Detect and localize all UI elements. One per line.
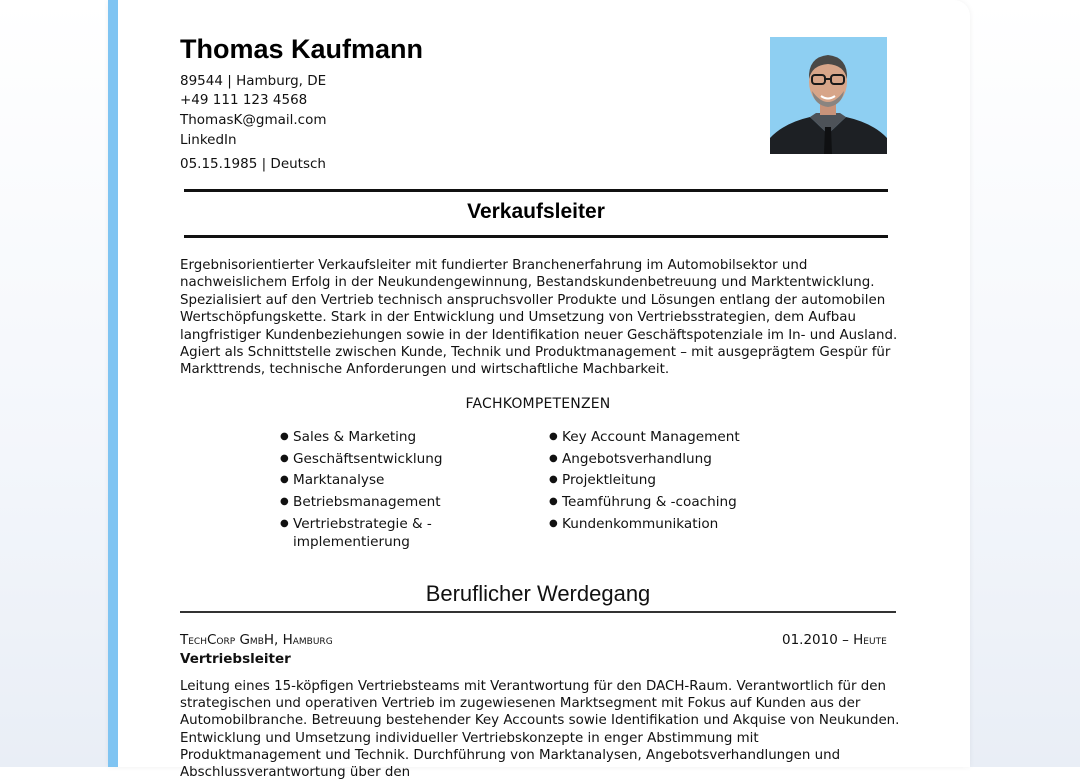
birthdate-language: 05.15.1985 | Deutsch xyxy=(180,156,326,172)
skill-item: ● Kundenkommunikation xyxy=(549,515,789,533)
email-link[interactable]: ThomasK@gmail.com xyxy=(180,112,327,128)
profile-photo xyxy=(770,37,887,154)
skills-list-left xyxy=(280,428,485,554)
experience-rule xyxy=(180,611,896,613)
experience-heading: Beruflicher Werdegang xyxy=(425,581,651,606)
professional-summary: Ergebnisorientierter Verkaufsleiter mit fundierter Branchenerfahrung im Automobilsektor und nachweislichem Erfolg in der Neukundengewinnung, Bestandskundenbetreuung und Marktentwicklung. Spezialisiert auf den Vertrieb technisch anspruchsvoller Produkte und Lösungen entlang der automobilen Wertschöpfungskette. Stark in der Entwicklung und Umsetzung von Vertriebsstrategien, dem Aufbau langfristiger Kundenbeziehungen sowie in der Identifikation neuer Geschäftspotenziale im In- und Ausland. Agiert als Schnittstelle zwischen Kunde, Technik und Produktmanagement – mit ausgeprägtem Gespür für Markttrends, technische Anforderungen und wirtschaftliche Machbarkeit. xyxy=(180,258,898,378)
skill-item: ● Marktanalyse xyxy=(280,471,485,489)
skill-item: ● Projektleitung xyxy=(549,471,789,489)
job-role: Vertriebsleiter xyxy=(180,651,291,667)
skill-item: ● Sales & Marketing xyxy=(280,428,485,446)
skills-heading: FACHKOMPETENZEN xyxy=(465,396,611,412)
linkedin-link[interactable]: LinkedIn xyxy=(180,132,237,148)
skill-item: ● Vertriebstrategie & -implementierung xyxy=(280,515,485,551)
skill-item: ● Key Account Management xyxy=(549,428,789,446)
job-company: TechCorp GmbH, Hamburg xyxy=(180,632,333,648)
skill-item: ● Geschäftsentwicklung xyxy=(280,450,485,468)
accent-bar xyxy=(108,0,118,767)
skill-item: ● Teamführung & -coaching xyxy=(549,493,789,511)
title-rule-top xyxy=(184,189,888,192)
address: 89544 | Hamburg, DE xyxy=(180,73,327,89)
skill-item: ● Betriebsmanagement xyxy=(280,493,485,511)
job-title: Verkaufsleiter xyxy=(467,200,605,223)
title-rule-bottom xyxy=(184,235,888,238)
job-description: Leitung eines 15-köpfigen Vertriebsteams mit Verantwortung für den DACH-Raum. Verantwortlich für den strategischen und operativen Vertrieb im zugewiesenen Marktsegment mit Fokus auf Kunden aus der Automobilbranche. Betreuung bestehender Key Accounts sowie Identifikation und Akquise von Neukunden. Entwicklung und Umsetzung individueller Vertriebskonzepte in enger Abstimmung mit Produktmanagement und Technik. Durchführung von Marktanalysen, Angebotsverhandlungen und Abschlussverantwortung über den xyxy=(180,679,900,781)
job-dates: 01.2010 – Heute xyxy=(782,632,887,648)
phone: +49 111 123 4568 xyxy=(180,92,308,108)
resume-page xyxy=(108,0,970,781)
candidate-name: Thomas Kaufmann xyxy=(180,34,424,64)
skills-list-right xyxy=(549,428,789,536)
skill-item: ● Angebotsverhandlung xyxy=(549,450,789,468)
